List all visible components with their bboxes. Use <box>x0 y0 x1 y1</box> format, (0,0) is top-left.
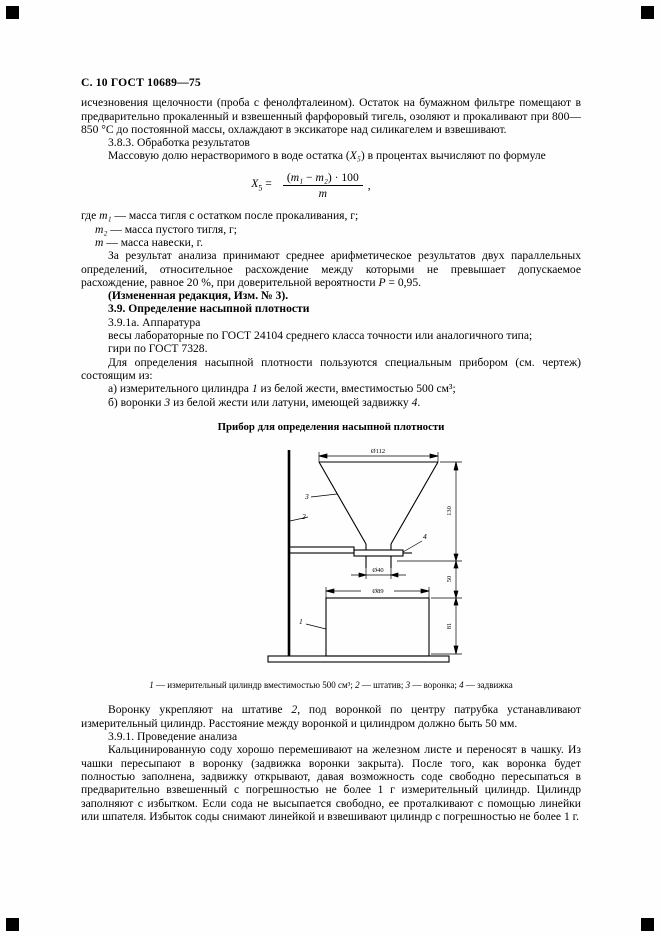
part-number: 3 <box>164 395 171 409</box>
device-part-b: б) воронки 3 из белой жести или латуни, имеющей задвижку 4. <box>108 395 421 409</box>
label-cylinder: 1 <box>299 617 303 627</box>
formula-variable-subscript: 5 <box>258 183 263 193</box>
apparatus-item: весы лабораторные по ГОСТ 24104 среднего класса точности или аналогичного типа; <box>108 329 533 343</box>
part-number: 2 <box>291 703 298 717</box>
formula-intro-tail: ) в процентах вычисляют по формуле <box>360 149 546 163</box>
part-number: 4 <box>411 395 418 409</box>
page-content <box>81 76 581 823</box>
amendment-note: (Измененная редакция, Изм. № 3). <box>108 289 289 303</box>
page-header: С. 10 ГОСТ 10689—75 <box>81 76 201 89</box>
dim-cylinder-diameter: Ø89 <box>372 588 384 596</box>
heading-apparatus: 3.9.1а. Аппаратура <box>108 315 201 329</box>
stand-base <box>268 656 449 662</box>
registration-mark-bottom-right <box>641 918 654 931</box>
funnel-left-wall <box>319 462 366 544</box>
stand-arm <box>289 547 354 553</box>
heading-3-9-1: 3.9.1. Проведение анализа <box>108 730 238 744</box>
figure-caption: 1 — измерительный цилиндр вместимостью 500 см³; 2 — штатив; 3 — воронка; 4 — задвижка <box>149 680 513 691</box>
registration-mark-top-right <box>641 6 654 19</box>
figure <box>251 444 581 675</box>
formula-intro-text: Массовую долю нерастворимого в воде остатка ( <box>108 149 350 163</box>
dim-outlet-diameter: Ø40 <box>372 567 384 575</box>
dim-gap: 50 <box>446 575 453 583</box>
fraction-numerator: (m₁ − m₂) · 100 <box>283 171 363 186</box>
apparatus-item: гири по ГОСТ 7328. <box>108 342 208 356</box>
part-number: 1 <box>251 382 258 396</box>
formula <box>81 171 541 201</box>
funnel-right-wall <box>391 462 438 544</box>
equals-sign: = <box>262 176 272 190</box>
paragraph-residue-continuation: исчезновения щелочности (проба с фенолфталеином). Остаток на бумажном фильтре помещают в предварительно прокаленный и взвешенный фарфоровый тигель, озоляют и прокаливают при 800—850 °С до постоянной массы, охлаждают в эксикаторе над силикагелем и взвешивают. <box>81 96 581 136</box>
fraction <box>283 171 363 201</box>
label-gate: 4 <box>423 532 427 542</box>
dim-funnel-height: 130 <box>446 506 453 516</box>
apparatus-drawing <box>251 444 491 672</box>
probability-variable: Р <box>378 275 386 289</box>
definitions <box>81 209 581 249</box>
definition-line: m — масса навески, г. <box>95 235 203 249</box>
formula-lhs <box>251 177 272 195</box>
dim-cylinder-height: 81 <box>446 622 453 630</box>
formula-trailing-comma: , <box>367 178 371 192</box>
paragraph-mounting: Воронку укрепляют на штативе 2, под воронкой по центру патрубка устанавливают измерительный цилиндр. Расстояние между воронкой и цилиндром должно быть 50 мм. <box>81 703 581 730</box>
definition-line: где m₁ — масса тигля с остатком после прокаливания, г; <box>81 209 359 223</box>
label-funnel: 3 <box>305 492 309 502</box>
dim-top-diameter: Ø112 <box>370 448 386 456</box>
paragraph-analysis: Кальцинированную соду хорошо перемешивают на железном листе и переносят в чашку. Из чашки пересыпают в воронку (задвижка воронки закрыта). После того, как воронка будет полностью заполнена, задвижку открывают, давая возможность соде свободно пересыпаться в предварительно взвешенный с погрешностью не более 1 г измерительный цилиндр. Цилиндр заполняют с избытком. Если сода не высыпается свободно, ее проталкивают с помощью линейки или шпателя. Избыток соды снимают линейкой и взвешивают цилиндр с погрешностью не более 1 г. <box>81 743 581 823</box>
label-stand: 2 <box>302 512 306 522</box>
registration-mark-bottom-left <box>6 918 19 931</box>
slide-gate <box>354 550 403 556</box>
paragraph-result-rule: За результат анализа принимают среднее арифметическое результатов двух параллельных определений, относительное расхождение между которыми не превышает допускаемое расхождение, равное 20 %, при доверительной вероятности Р = 0,95. <box>81 249 581 289</box>
measuring-cylinder <box>326 598 429 656</box>
device-part-a: а) измерительного цилиндра 1 из белой жести, вместимостью 500 см³; <box>108 382 456 396</box>
figure-title: Прибор для определения насыпной плотности <box>217 420 445 433</box>
registration-mark-top-left <box>6 6 19 19</box>
device-intro: Для определения насыпной плотности пользуются специальным прибором (см. чертеж) состоящим из: <box>81 355 581 382</box>
definition-line: m₂ — масса пустого тигля, г; <box>95 222 238 236</box>
heading-3-9: 3.9. Определение насыпной плотности <box>108 302 310 316</box>
formula-intro-variable: X₅ <box>349 149 361 163</box>
fraction-denominator: m <box>318 187 327 201</box>
heading-3-8-3: 3.8.3. Обработка результатов <box>108 136 250 150</box>
formula-intro <box>81 149 581 162</box>
formula-variable: X <box>251 176 259 190</box>
